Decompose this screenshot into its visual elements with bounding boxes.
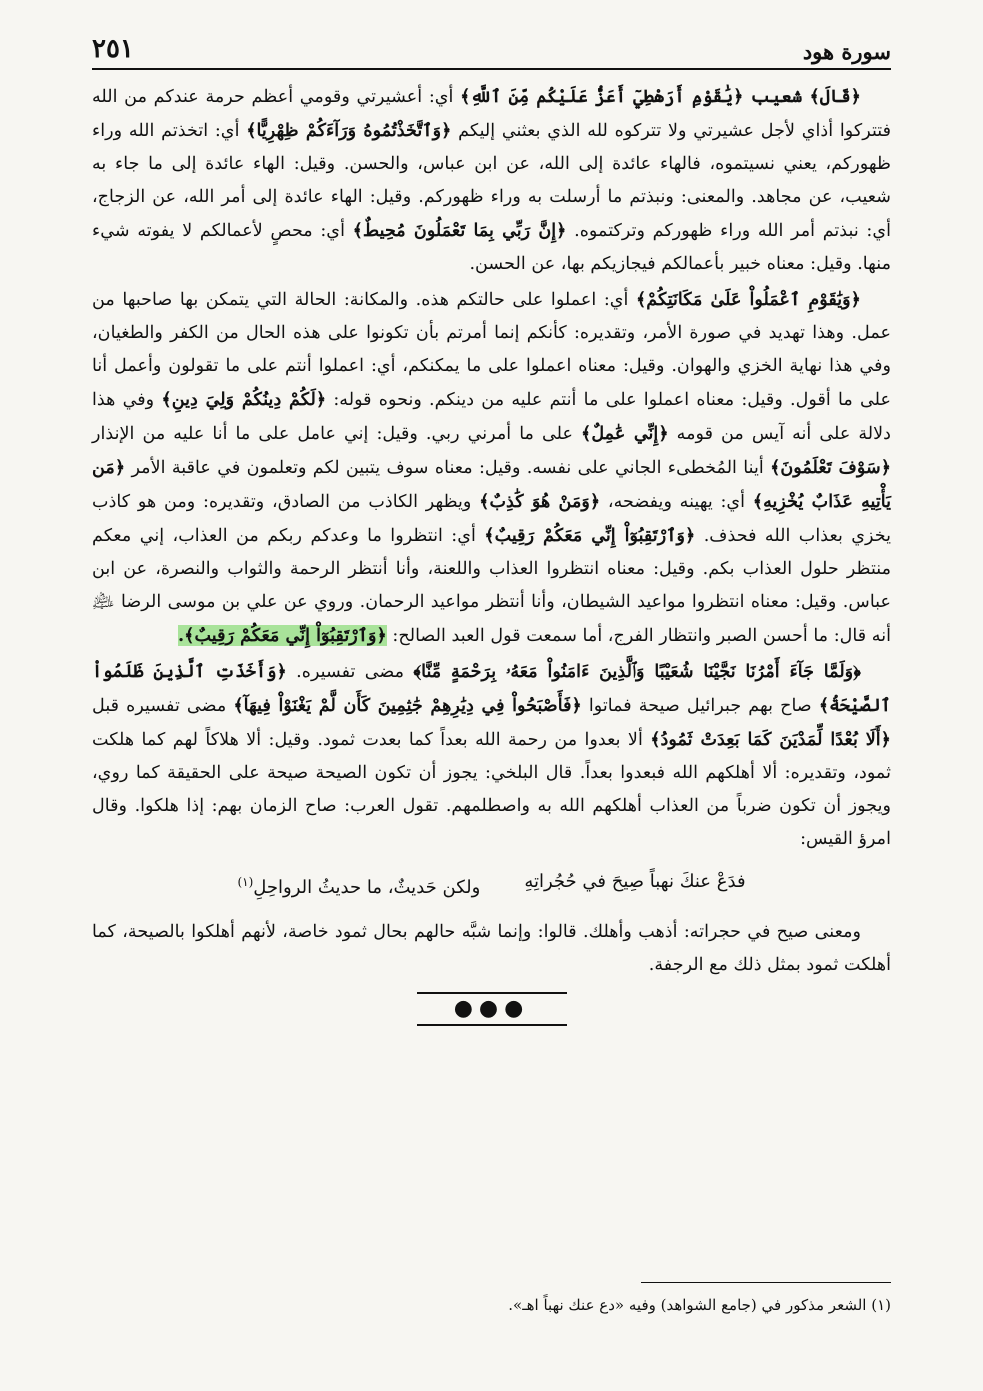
commentary-text: وفي هذا دلالة على أنه آيس من قومه bbox=[92, 390, 892, 444]
paragraph-3 bbox=[92, 655, 891, 856]
section-divider bbox=[417, 992, 567, 1026]
commentary-text: أي: اتخذتم الله وراء ظهوركم، يعني نسيتموه، فالهاء عائدة إلى الله، عن ابن عباس، والحسن. وقيل: الهاء عائدة إلى ما جاء به شعيب، عن مجاهد. والمعنى: ونبذتم ما أرسلت به وراء ظهوركم. وقيل: الهاء عائدة إلى أمر الله، عن الزجاج، أي: نبذتم أمر الله وراء ظهوركم وتركتموه. bbox=[92, 121, 891, 241]
footnote-marker: (١) bbox=[237, 875, 254, 889]
poem-hemistich-1: فدَعْ عنكَ نهباً صِيحَ في حُجُراتِهِ bbox=[524, 871, 746, 892]
quran-quote: ﴿مَن يَأْتِيهِ عَذَابٌ يُخْزِيهِ﴾ bbox=[92, 457, 891, 512]
quran-quote: ﴿وَمَنْ هُوَ كَٰذِبٌ﴾ bbox=[479, 491, 601, 512]
divider-rule-top bbox=[417, 992, 567, 994]
footnote-number: (١) bbox=[871, 1296, 891, 1314]
commentary-text: صاح بهم جبرائيل صيحة فماتوا bbox=[581, 696, 819, 716]
quran-quote: ﴿لَكُمْ دِينُكُمْ وَلِيَ دِينِ﴾ bbox=[161, 389, 327, 410]
commentary-text: أي: أعشيرتي وقومي أعظم حرمة عندكم من الله فتتركوا أذاي لأجل عشيرتي ولا تتركوه لله الذي بعثني إليكم bbox=[92, 87, 891, 141]
quran-quote: ﴿وَلَمَّا جَآءَ أَمْرُنَا نَجَّيْنَا شُعَيْبًا وَٱلَّذِينَ ءَامَنُواْ مَعَهُۥ بِرَحْمَةٍ مِّنَّا﴾ bbox=[413, 661, 861, 682]
divider-dots: ●●● bbox=[453, 996, 530, 1021]
footnote-text: الشعر مذكور في (جامع الشواهد) وفيه «دع عنك نهباً اهـ». bbox=[508, 1296, 867, 1314]
commentary-text: أي: يهينه ويفضحه، bbox=[600, 492, 753, 512]
quran-quote: ﴿وَٱتَّخَذْتُمُوهُ وَرَآءَكُمْ ظِهْرِيًّا﴾ bbox=[246, 120, 452, 141]
quran-quote: ﴿وَأَخَذَتِ ٱلَّذِينَ ظَلَمُواْ ٱلصَّيْحَةُ﴾ bbox=[92, 661, 891, 716]
commentary-text: أي: اعملوا على حالتكم هذه. والمكانة: الحالة التي يتمكن بها صاحبها من عمل. وهذا تهديد في صورة الأمر، وتقديره: كأنكم إنما أمرتم بأن تكونوا على هذه الحال من الكفر والطغيان، وفي هذا نهاية الخزي والهوان. وقيل: معناه اعملوا على ما يمكنكم، أي: اعملوا أنتم على ما تقولون وأعمل أنا على ما أقول. وقيل: معناه اعملوا على ما أنتم عليه من دينكم. ونحوه قوله: bbox=[92, 290, 891, 410]
commentary-text: ويظهر الكاذب من الصادق، وتقديره: ومن هو كاذب يخزي بعذاب الله فحذف. bbox=[92, 492, 891, 546]
quran-quote: ﴿سَوْفَ تَعْلَمُونَ﴾ bbox=[770, 457, 891, 478]
highlighted-quote: ﴿وَٱرْتَقِبُوٓاْ إِنِّي مَعَكُمْ رَقِيبٌ﴾. bbox=[178, 625, 387, 646]
paragraph-2 bbox=[92, 283, 891, 653]
commentary-text: مضى تفسيره قبل bbox=[92, 696, 234, 716]
quran-quote: ﴿إِنِّي عَٰمِلٌ﴾ bbox=[581, 423, 669, 444]
quran-quote: ﴿أَلَا بُعْدًا لِّمَدْيَنَ كَمَا بَعِدَتْ ثَمُودُ﴾ bbox=[650, 729, 891, 750]
page-number: ٢٥١ bbox=[92, 34, 134, 64]
quran-quote: ﴿يَٰقَوْمِ أَرَهْطِيٓ أَعَزُّ عَلَيْكُم مِّنَ ٱللَّهِ﴾ bbox=[460, 86, 744, 107]
footnote-separator bbox=[641, 1282, 891, 1283]
quran-quote: ﴿قَالَ﴾ شعيب bbox=[743, 86, 861, 107]
commentary-body bbox=[92, 80, 891, 1026]
poem-hemistich-2: ولكن حَديثٌ، ما حديثُ الرواحِلِ bbox=[253, 877, 481, 898]
commentary-text: أينا المُخطىء الجاني على نفسه. وقيل: معناه سوف يتبين لكم وتعلمون في عاقبة الأمر bbox=[125, 458, 771, 478]
paragraph-1 bbox=[92, 80, 891, 281]
commentary-text: ألا بعدوا من رحمة الله بعداً كما بعدت ثمود. وقيل: ألا هلاكاً لهم كما هلكت ثمود، وتقديره: ألا أهلكهم الله فبعدوا بعداً. قال البلخي: يجوز أن تكون الصيحة صيحة على الحقيقة كما روي، ويجوز أن تكون ضرباً من العذاب أهلكهم الله به واصطلمهم. تقول العرب: صاح الزمان بهم: إذا هلكوا. وقال امرؤ القيس: bbox=[92, 730, 891, 849]
surah-title: سورة هود bbox=[802, 39, 891, 64]
quran-quote: ﴿وَٱرْتَقِبُوٓاْ إِنِّي مَعَكُمْ رَقِيبٌ﴾ bbox=[484, 525, 696, 546]
page-header bbox=[92, 28, 891, 70]
commentary-text: مضى تفسيره. bbox=[286, 662, 414, 682]
quran-quote: ﴿وَيَٰقَوْمِ ٱعْمَلُواْ عَلَىٰ مَكَانَتِكُمْ﴾ bbox=[635, 289, 861, 310]
divider-rule-bottom bbox=[417, 1024, 567, 1026]
footnote bbox=[92, 1293, 891, 1317]
quran-quote: ﴿فَأَصْبَحُواْ فِي دِيَٰرِهِمْ جَٰثِمِينَ كَأَن لَّمْ يَغْنَوْاْ فِيهَآ﴾ bbox=[233, 695, 582, 716]
commentary-text: أي: محصٍ لأعمالكم لا يفوته شيء منها. وقيل: معناه خبير بأعمالكم فيجازيكم بها، عن الحسن. bbox=[92, 221, 891, 274]
quran-quote: ﴿إِنَّ رَبِّي بِمَا تَعْمَلُونَ مُحِيطٌ﴾ bbox=[352, 220, 567, 241]
commentary-text: على ما أمرني ربي. وقيل: إني عامل على ما أنا عليه من الإنذار bbox=[92, 424, 582, 444]
commentary-text: أي: انتظروا ما وعدكم ربكم من العذاب، إني معكم منتظر حلول العذاب بكم. وقيل: معناه انتظروا العذاب واللعنة، وأنا أنتظر الرحمة والثواب والنصرة، عن ابن عباس. وقيل: معناه انتظروا مواعيد الشيطان، وأنا أنتظر مواعيد الرحمان. وروي عن علي بن موسى الرضا ﵇ أنه قال: ما أحسن الصبر وانتظار الفرج، أما سمعت قول العبد الصالح: bbox=[92, 526, 891, 646]
closing-paragraph: ومعنى صيح في حجراته: أذهب وأهلك. قالوا: وإنما شبَّه حالهم بحال ثمود خاصة، لأنهم أهلكوا بالصيحة، كما أهلكت ثمود بمثل ذلك مع الرجفة. bbox=[92, 922, 891, 975]
poem-hemistich-2-wrap bbox=[237, 864, 480, 906]
poem-verse bbox=[92, 864, 891, 906]
